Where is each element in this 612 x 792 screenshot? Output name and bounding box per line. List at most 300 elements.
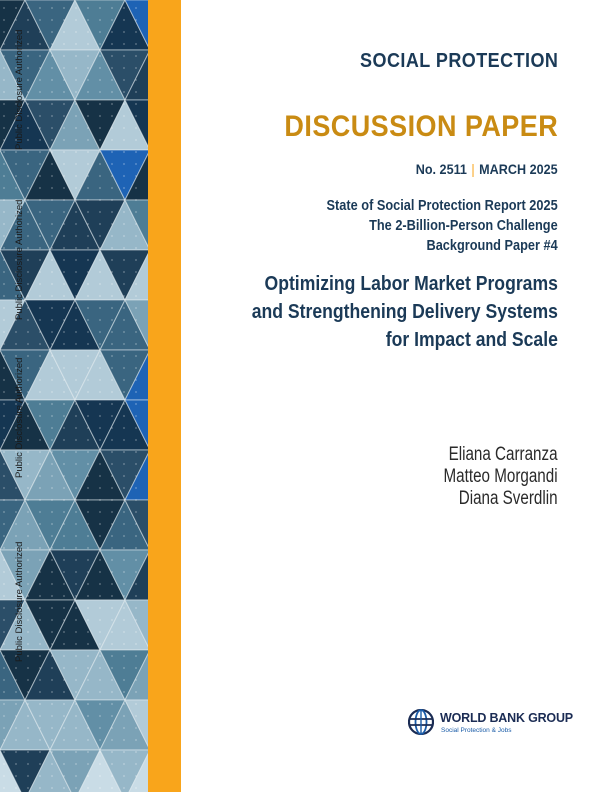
pattern-dot: [39, 607, 41, 609]
pattern-dot: [39, 559, 41, 561]
pattern-dot: [99, 403, 101, 405]
pattern-dot: [63, 103, 65, 105]
pattern-dot: [27, 751, 29, 753]
pattern-dot: [111, 319, 113, 321]
pattern-dot: [51, 475, 53, 477]
pattern-dot: [3, 391, 5, 393]
pattern-dot: [123, 91, 125, 93]
pattern-dot: [75, 139, 77, 141]
pattern-dot: [87, 43, 89, 45]
pattern-dot: [3, 31, 5, 33]
paper-number: No. 2511: [416, 161, 468, 177]
orange-stripe: [148, 0, 181, 792]
pattern-dot: [111, 631, 113, 633]
pattern-dot: [75, 763, 77, 765]
pattern-dot: [63, 727, 65, 729]
pattern-dot: [3, 463, 5, 465]
pattern-dot: [51, 343, 53, 345]
pattern-dot: [27, 139, 29, 141]
pattern-dot: [27, 727, 29, 729]
pattern-dot: [63, 379, 65, 381]
pattern-dot: [63, 331, 65, 333]
pattern-dot: [123, 55, 125, 57]
pattern-dot: [27, 475, 29, 477]
pattern-dot: [27, 487, 29, 489]
pattern-dot: [39, 355, 41, 357]
pattern-dot: [3, 499, 5, 501]
pattern-dot: [111, 715, 113, 717]
pattern-dot: [87, 427, 89, 429]
pattern-dot: [135, 487, 137, 489]
pattern-dot: [27, 643, 29, 645]
pattern-dot: [27, 691, 29, 693]
pattern-dot: [15, 187, 17, 189]
pattern-dot: [87, 7, 89, 9]
pattern-dot: [87, 523, 89, 525]
pattern-dot: [135, 331, 137, 333]
pattern-dot: [135, 787, 137, 789]
pattern-dot: [123, 619, 125, 621]
pattern-dot: [15, 163, 17, 165]
pattern-dot: [99, 331, 101, 333]
pattern-dot: [3, 571, 5, 573]
pattern-dot: [63, 55, 65, 57]
pattern-dot: [75, 595, 77, 597]
pattern-dot: [99, 763, 101, 765]
pattern-dot: [111, 127, 113, 129]
pattern-dot: [99, 355, 101, 357]
pattern-dot: [111, 535, 113, 537]
pattern-dot: [99, 79, 101, 81]
pattern-dot: [51, 91, 53, 93]
pattern-dot: [63, 475, 65, 477]
pattern-dot: [123, 571, 125, 573]
pattern-dot: [39, 187, 41, 189]
pattern-dot: [39, 223, 41, 225]
pattern-dot: [63, 127, 65, 129]
pattern-dot: [75, 787, 77, 789]
pattern-dot: [39, 103, 41, 105]
pattern-dot: [51, 643, 53, 645]
pattern-dot: [39, 463, 41, 465]
pattern-dot: [135, 775, 137, 777]
pattern-dot: [3, 55, 5, 57]
pattern-dot: [123, 523, 125, 525]
pattern-dot: [51, 703, 53, 705]
pattern-dot: [123, 391, 125, 393]
pattern-dot: [27, 91, 29, 93]
pattern-dot: [87, 439, 89, 441]
pattern-dot: [39, 31, 41, 33]
pattern-dot: [27, 679, 29, 681]
pattern-dot: [51, 259, 53, 261]
pattern-dot: [27, 511, 29, 513]
pattern-dot: [51, 19, 53, 21]
pattern-dot: [63, 19, 65, 21]
pattern-dot: [51, 499, 53, 501]
pattern-dot: [123, 115, 125, 117]
pattern-dot: [27, 43, 29, 45]
pattern-dot: [3, 19, 5, 21]
pattern-dot: [123, 727, 125, 729]
pattern-dot: [75, 607, 77, 609]
pattern-dot: [87, 175, 89, 177]
pattern-dot: [135, 67, 137, 69]
subtitle-line: The 2-Billion-Person Challenge: [369, 218, 558, 234]
pattern-dot: [123, 247, 125, 249]
pattern-dot: [135, 499, 137, 501]
pattern-dot: [3, 715, 5, 717]
pattern-dot: [111, 643, 113, 645]
pattern-dot: [99, 247, 101, 249]
pattern-dot: [135, 391, 137, 393]
pattern-dot: [63, 427, 65, 429]
pattern-dot: [87, 691, 89, 693]
pattern-dot: [99, 487, 101, 489]
pattern-dot: [51, 283, 53, 285]
pattern-dot: [15, 763, 17, 765]
pattern-dot: [123, 331, 125, 333]
pattern-dot: [75, 739, 77, 741]
pattern-dot: [27, 619, 29, 621]
pattern-dot: [75, 511, 77, 513]
pattern-dot: [123, 271, 125, 273]
pattern-dot: [111, 103, 113, 105]
pattern-dot: [75, 463, 77, 465]
pattern-dot: [135, 151, 137, 153]
pattern-dot: [135, 91, 137, 93]
pattern-dot: [75, 679, 77, 681]
pattern-dot: [27, 343, 29, 345]
pattern-dot: [135, 211, 137, 213]
pattern-dot: [99, 319, 101, 321]
pattern-dot: [87, 655, 89, 657]
pattern-dot: [63, 367, 65, 369]
pattern-dot: [63, 151, 65, 153]
pattern-dot: [3, 415, 5, 417]
meta-separator: |: [471, 161, 476, 177]
pattern-dot: [135, 727, 137, 729]
pattern-dot: [63, 511, 65, 513]
pattern-dot: [15, 703, 17, 705]
pattern-dot: [3, 583, 5, 585]
pattern-dot: [3, 223, 5, 225]
pattern-dot: [111, 547, 113, 549]
pattern-dot: [27, 763, 29, 765]
pattern-dot: [39, 787, 41, 789]
pattern-dot: [27, 211, 29, 213]
pattern-dot: [99, 751, 101, 753]
pattern-dot: [99, 679, 101, 681]
author-name: Matteo Morgandi: [443, 466, 558, 487]
pattern-dot: [63, 415, 65, 417]
pattern-dot: [39, 55, 41, 57]
pattern-dot: [135, 187, 137, 189]
series-label: SOCIAL PROTECTION: [359, 50, 558, 72]
pattern-dot: [39, 571, 41, 573]
pattern-dot: [39, 235, 41, 237]
pattern-dot: [3, 259, 5, 261]
pattern-dot: [87, 151, 89, 153]
pattern-dot: [39, 667, 41, 669]
pattern-dot: [75, 235, 77, 237]
pattern-dot: [111, 703, 113, 705]
pattern-dot: [135, 295, 137, 297]
pattern-dot: [27, 547, 29, 549]
pattern-dot: [99, 295, 101, 297]
pattern-dot: [123, 355, 125, 357]
pattern-dot: [99, 91, 101, 93]
pattern-dot: [135, 127, 137, 129]
pattern-dot: [87, 55, 89, 57]
pattern-dot: [3, 307, 5, 309]
pattern-dot: [87, 307, 89, 309]
pattern-dot: [135, 43, 137, 45]
pattern-dot: [99, 151, 101, 153]
pattern-dot: [39, 211, 41, 213]
pattern-dot: [75, 751, 77, 753]
pattern-dot: [39, 331, 41, 333]
title-line: and Strengthening Delivery Systems: [251, 301, 558, 323]
pattern-dot: [15, 523, 17, 525]
pattern-dot: [75, 487, 77, 489]
pattern-dot: [63, 439, 65, 441]
pattern-dot: [3, 751, 5, 753]
pattern-dot: [87, 163, 89, 165]
pattern-dot: [39, 751, 41, 753]
pattern-dot: [51, 715, 53, 717]
pattern-dot: [87, 547, 89, 549]
pattern-dot: [75, 583, 77, 585]
pattern-dot: [99, 463, 101, 465]
pattern-dot: [39, 307, 41, 309]
pattern-dot: [75, 403, 77, 405]
pattern-dot: [111, 511, 113, 513]
pattern-dot: [63, 535, 65, 537]
pattern-dot: [87, 31, 89, 33]
pattern-dot: [51, 535, 53, 537]
pattern-dot: [111, 751, 113, 753]
pattern-dot: [63, 631, 65, 633]
pattern-dot: [111, 595, 113, 597]
pattern-dot: [3, 427, 5, 429]
pattern-dot: [75, 115, 77, 117]
author-name: Eliana Carranza: [449, 444, 558, 465]
pattern-dot: [135, 595, 137, 597]
pattern-dot: [75, 451, 77, 453]
pattern-dot: [75, 643, 77, 645]
pattern-dot: [135, 19, 137, 21]
pattern-dot: [3, 667, 5, 669]
pattern-dot: [3, 187, 5, 189]
pattern-dot: [27, 175, 29, 177]
pattern-dot: [3, 247, 5, 249]
pattern-dot: [87, 403, 89, 405]
pattern-dot: [111, 343, 113, 345]
pattern-dot: [63, 271, 65, 273]
pattern-dot: [51, 355, 53, 357]
pattern-dot: [51, 139, 53, 141]
pattern-dot: [63, 751, 65, 753]
pattern-dot: [99, 235, 101, 237]
pattern-dot: [123, 499, 125, 501]
pattern-dot: [75, 19, 77, 21]
pattern-dot: [99, 703, 101, 705]
pattern-dot: [99, 127, 101, 129]
pattern-dot: [51, 307, 53, 309]
pattern-dot: [27, 583, 29, 585]
pattern-dot: [87, 763, 89, 765]
pattern-dot: [27, 403, 29, 405]
pattern-dot: [63, 523, 65, 525]
pattern-dot: [111, 55, 113, 57]
pattern-dot: [87, 19, 89, 21]
pattern-dot: [51, 595, 53, 597]
pattern-dot: [99, 271, 101, 273]
pattern-dot: [111, 79, 113, 81]
pattern-dot: [15, 679, 17, 681]
pattern-dot: [87, 415, 89, 417]
pattern-dot: [51, 55, 53, 57]
pattern-dot: [135, 583, 137, 585]
pattern-dot: [39, 487, 41, 489]
pattern-dot: [135, 631, 137, 633]
pattern-dot: [63, 163, 65, 165]
pattern-dot: [111, 463, 113, 465]
pattern-dot: [51, 7, 53, 9]
pattern-dot: [123, 67, 125, 69]
pattern-dot: [99, 115, 101, 117]
pattern-dot: [3, 115, 5, 117]
pattern-dot: [87, 271, 89, 273]
pattern-dot: [99, 451, 101, 453]
pattern-dot: [39, 319, 41, 321]
pattern-dot: [87, 619, 89, 621]
pattern-dot: [111, 583, 113, 585]
pattern-dot: [27, 79, 29, 81]
pattern-dot: [39, 79, 41, 81]
pattern-dot: [135, 451, 137, 453]
pattern-dot: [51, 667, 53, 669]
pattern-dot: [75, 439, 77, 441]
pattern-dot: [27, 283, 29, 285]
pattern-dot: [39, 547, 41, 549]
pattern-dot: [111, 91, 113, 93]
pattern-dot: [15, 691, 17, 693]
pattern-dot: [3, 367, 5, 369]
pattern-dot: [111, 427, 113, 429]
pattern-dot: [3, 343, 5, 345]
pattern-dot: [3, 379, 5, 381]
pattern-dot: [99, 343, 101, 345]
pattern-dot: [111, 43, 113, 45]
pattern-dot: [3, 595, 5, 597]
pattern-dot: [87, 343, 89, 345]
pattern-dot: [75, 547, 77, 549]
pattern-dot: [111, 655, 113, 657]
pattern-dot: [75, 415, 77, 417]
pattern-dot: [75, 667, 77, 669]
pattern-dot: [123, 19, 125, 21]
subtitle-line: Background Paper #4: [426, 238, 558, 254]
pattern-dot: [99, 391, 101, 393]
pattern-dot: [99, 667, 101, 669]
pattern-dot: [63, 391, 65, 393]
pattern-dot: [111, 295, 113, 297]
pattern-dot: [63, 739, 65, 741]
pattern-dot: [63, 463, 65, 465]
pattern-dot: [75, 175, 77, 177]
pattern-dot: [39, 511, 41, 513]
pattern-dot: [75, 631, 77, 633]
pattern-dot: [39, 451, 41, 453]
pattern-dot: [75, 43, 77, 45]
pattern-dot: [135, 283, 137, 285]
pattern-dot: [123, 715, 125, 717]
pattern-dot: [27, 715, 29, 717]
pattern-dot: [51, 739, 53, 741]
pattern-dot: [123, 163, 125, 165]
pattern-dot: [75, 559, 77, 561]
pattern-dot: [123, 223, 125, 225]
paper-title: [252, 270, 558, 354]
pattern-dot: [123, 691, 125, 693]
pattern-dot: [123, 79, 125, 81]
pattern-dot: [87, 103, 89, 105]
pattern-dot: [87, 559, 89, 561]
pattern-dot: [27, 19, 29, 21]
pattern-dot: [63, 223, 65, 225]
pattern-dot: [51, 235, 53, 237]
pattern-dot: [111, 559, 113, 561]
pattern-dot: [63, 187, 65, 189]
pattern-dot: [135, 199, 137, 201]
pattern-dot: [3, 787, 5, 789]
pattern-dot: [99, 547, 101, 549]
pattern-dot: [63, 355, 65, 357]
pattern-dot: [39, 427, 41, 429]
pattern-dot: [87, 727, 89, 729]
pattern-dot: [63, 559, 65, 561]
pattern-dot: [87, 259, 89, 261]
pattern-dot: [135, 667, 137, 669]
pattern-dot: [39, 391, 41, 393]
author-name: Diana Sverdlin: [459, 488, 558, 509]
pattern-dot: [27, 151, 29, 153]
pattern-dot: [87, 115, 89, 117]
pattern-dot: [63, 31, 65, 33]
pattern-dot: [99, 427, 101, 429]
pattern-dot: [27, 739, 29, 741]
pattern-dot: [111, 367, 113, 369]
pattern-dot: [63, 247, 65, 249]
pattern-dot: [123, 643, 125, 645]
pattern-dot: [75, 247, 77, 249]
pattern-dot: [99, 607, 101, 609]
pattern-dot: [27, 367, 29, 369]
pattern-dot: [39, 379, 41, 381]
pattern-dot: [135, 511, 137, 513]
pattern-dot: [3, 151, 5, 153]
pattern-dot: [63, 259, 65, 261]
pattern-dot: [27, 379, 29, 381]
pattern-dot: [75, 535, 77, 537]
pattern-dot: [111, 775, 113, 777]
pattern-dot: [51, 295, 53, 297]
pattern-dot: [63, 211, 65, 213]
pattern-dot: [51, 379, 53, 381]
pattern-dot: [135, 523, 137, 525]
